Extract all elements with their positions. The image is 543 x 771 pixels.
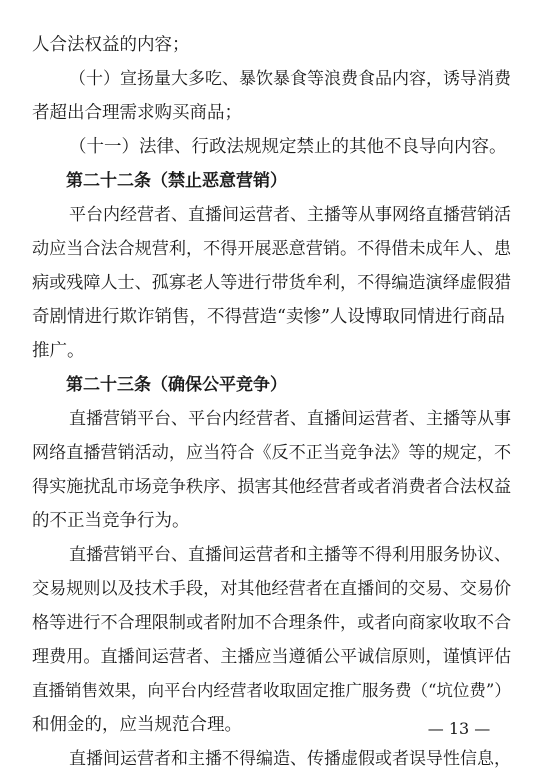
body-text-line: 格等进行不合理限制或者附加不合理条件，或者向商家收取不合 [32, 613, 512, 633]
body-text-line: 动应当合法合规营利，不得开展恶意营销。不得借未成年人、患 [32, 239, 512, 259]
body-text-line: 直播销售效果，向平台内经营者收取固定推广服务费（“坑位费”） [32, 681, 511, 700]
article-heading: 第二十三条（确保公平竞争） [66, 375, 287, 395]
body-text-line: 的不正当竞争行为。 [32, 511, 190, 531]
body-text-line: 者超出合理需求购买商品； [32, 103, 242, 123]
body-text-line: （十一）法律、行政法规规定禁止的其他不良导向内容。 [69, 137, 507, 157]
body-text-line: 直播营销平台、直播间运营者和主播等不得利用服务协议、 [69, 545, 511, 565]
body-text-line: 病或残障人士、孤寡老人等进行带货牟利，不得编造演绎虚假猎 [32, 273, 512, 293]
body-text-line: 推广。 [32, 341, 85, 361]
body-text-line: 直播营销平台、平台内经营者、直播间运营者、主播等从事 [69, 409, 511, 429]
body-text-line: 理费用。直播间运营者、主播应当遵循公平诚信原则，谨慎评估 [32, 647, 512, 667]
page-number: — 13 — [427, 719, 491, 738]
body-text-line: 网络直播营销活动，应当符合《反不正当竞争法》等的规定，不 [32, 443, 512, 463]
body-text-line: 平台内经营者、直播间运营者、主播等从事网络直播营销活 [69, 205, 511, 225]
body-text-line: 直播间运营者和主播不得编造、传播虚假或者误导性信息， [69, 749, 511, 769]
body-text-line: （十）宣扬量大多吃、暴饮暴食等浪费食品内容，诱导消费 [69, 69, 511, 89]
article-heading: 第二十二条（禁止恶意营销） [66, 171, 287, 191]
body-text-line: 和佣金的，应当规范合理。 [32, 715, 242, 735]
body-text-line: 奇剧情进行欺诈销售，不得营造“卖惨”人设博取同情进行商品 [32, 307, 505, 327]
body-text-line: 得实施扰乱市场竞争秩序、损害其他经营者或者消费者合法权益 [32, 477, 512, 497]
body-text-line: 交易规则以及技术手段，对其他经营者在直播间的交易、交易价 [32, 579, 512, 599]
body-text-line: 人合法权益的内容； [32, 35, 190, 55]
